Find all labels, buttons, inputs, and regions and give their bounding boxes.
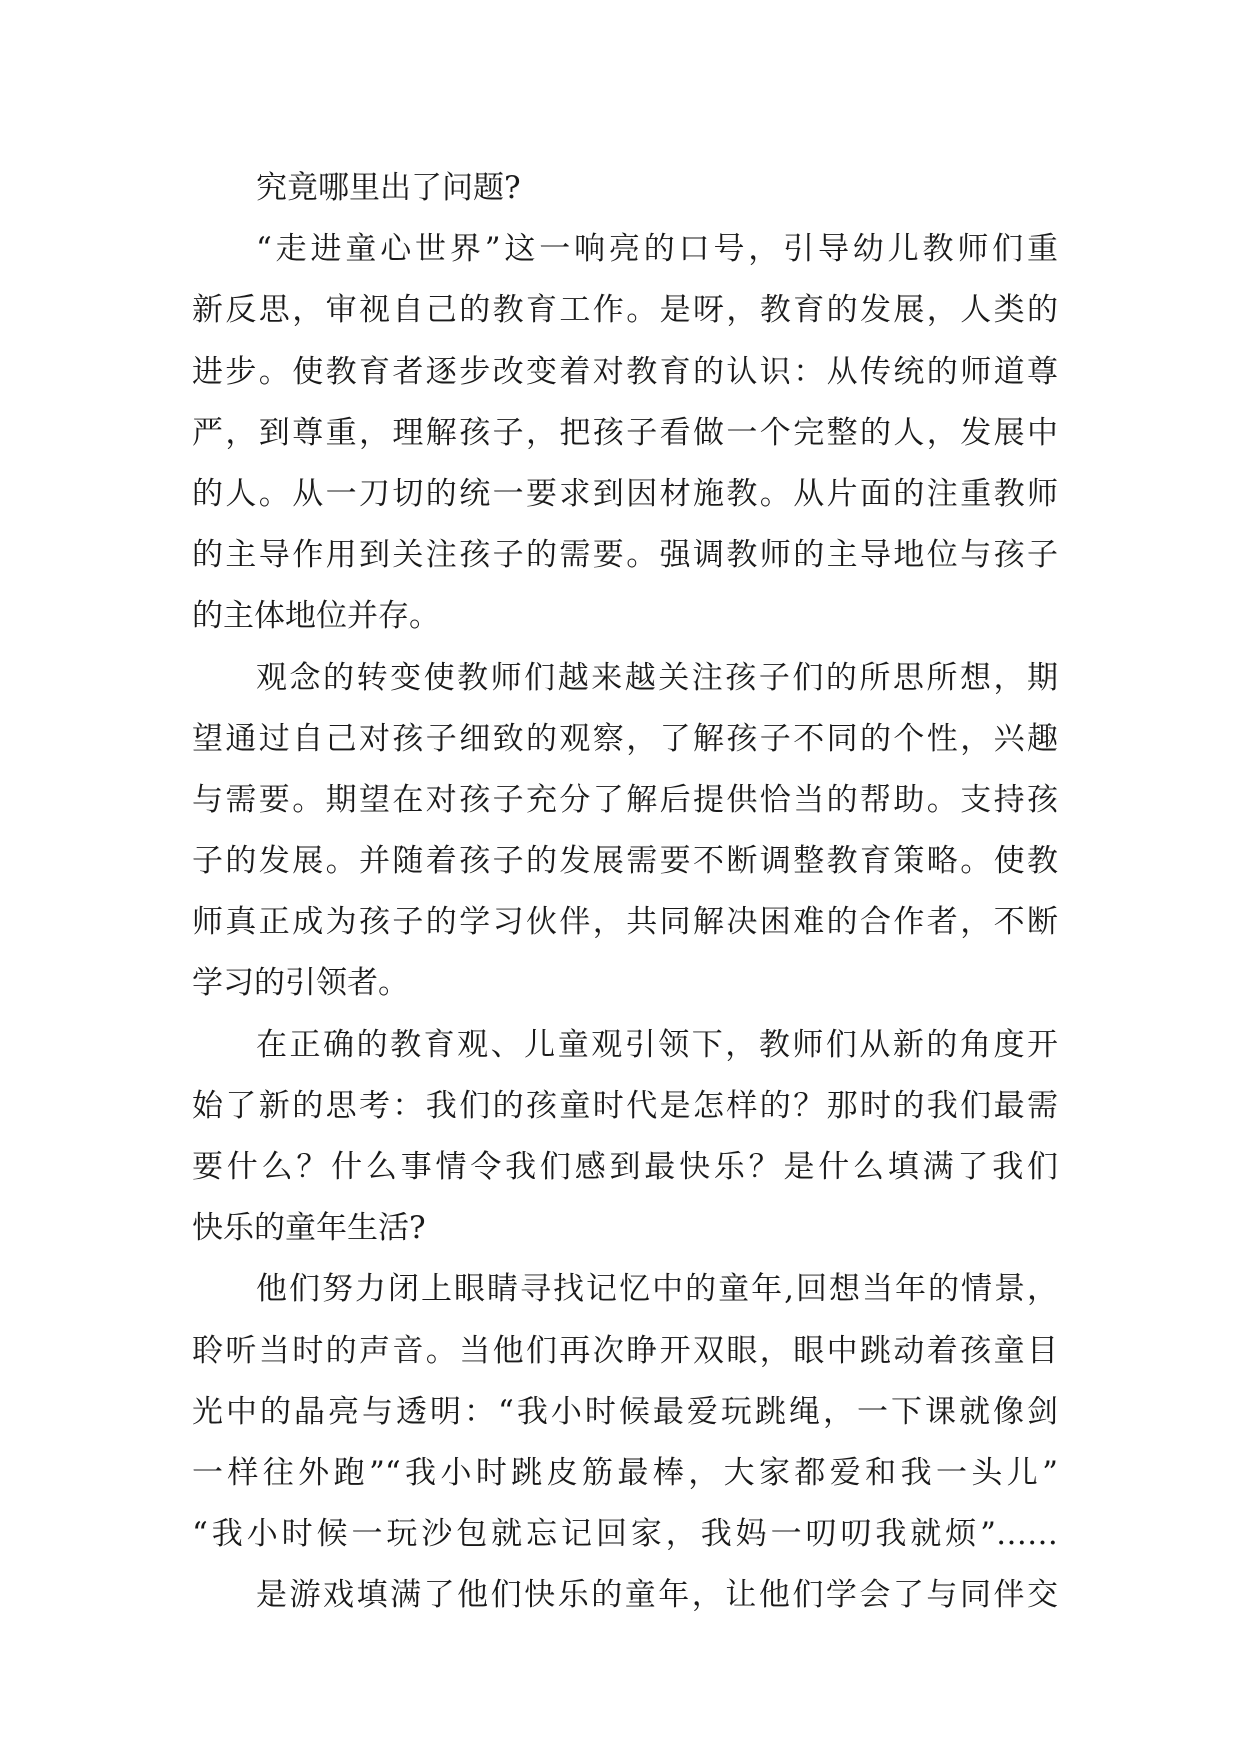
text-line: 光中的晶亮与透明：“我小时候最爱玩跳绳，一下课就像剑 — [192, 1393, 1058, 1430]
text-line: “我小时候一玩沙包就忘记回家，我妈一叨叨我就烦”…… — [192, 1516, 1058, 1553]
text-line: “走进童心世界”这一响亮的口号，引导幼儿教师们重 — [256, 231, 1058, 268]
text-line: 新反思，审视自己的教育工作。是呀，教育的发展，人类的 — [192, 292, 1058, 329]
text-line: 师真正成为孩子的学习伙伴，共同解决困难的合作者，不断 — [192, 904, 1058, 941]
text-line: 他们努力闭上眼睛寻找记忆中的童年,回想当年的情景， — [256, 1271, 1058, 1308]
text-line: 进步。使教育者逐步改变着对教育的认识：从传统的师道尊 — [192, 353, 1058, 390]
text-line: 子的发展。并随着孩子的发展需要不断调整教育策略。使教 — [192, 843, 1058, 880]
text-line: 究竟哪里出了问题? — [256, 170, 521, 206]
text-line: 学习的引领者。 — [192, 965, 409, 1002]
text-line: 快乐的童年生活? — [192, 1210, 426, 1247]
text-line: 聆听当时的声音。当他们再次睁开双眼，眼中跳动着孩童目 — [192, 1332, 1058, 1369]
text-line: 严，到尊重，理解孩子，把孩子看做一个完整的人，发展中 — [192, 414, 1058, 451]
text-line: 始了新的思考：我们的孩童时代是怎样的？那时的我们最需 — [192, 1087, 1058, 1124]
text-line: 要什么？什么事情令我们感到最快乐？是什么填满了我们 — [192, 1149, 1058, 1185]
text-line: 与需要。期望在对孩子充分了解后提供恰当的帮助。支持孩 — [192, 781, 1058, 818]
text-line: 是游戏填满了他们快乐的童年，让他们学会了与同伴交 — [256, 1577, 1058, 1614]
text-line: 的人。从一刀切的统一要求到因材施教。从片面的注重教师 — [192, 475, 1058, 512]
text-line: 观念的转变使教师们越来越关注孩子们的所思所想，期 — [256, 659, 1058, 696]
text-line: 望通过自己对孩子细致的观察，了解孩子不同的个性，兴趣 — [192, 720, 1058, 757]
text-line: 的主体地位并存。 — [192, 598, 440, 635]
text-line: 一样往外跑”“我小时跳皮筋最棒，大家都爱和我一头儿” — [192, 1454, 1058, 1491]
text-line: 在正确的教育观、儿童观引领下，教师们从新的角度开 — [256, 1026, 1058, 1063]
text-line: 的主导作用到关注孩子的需要。强调教师的主导地位与孩子 — [192, 537, 1058, 574]
document-body — [192, 158, 1058, 1627]
